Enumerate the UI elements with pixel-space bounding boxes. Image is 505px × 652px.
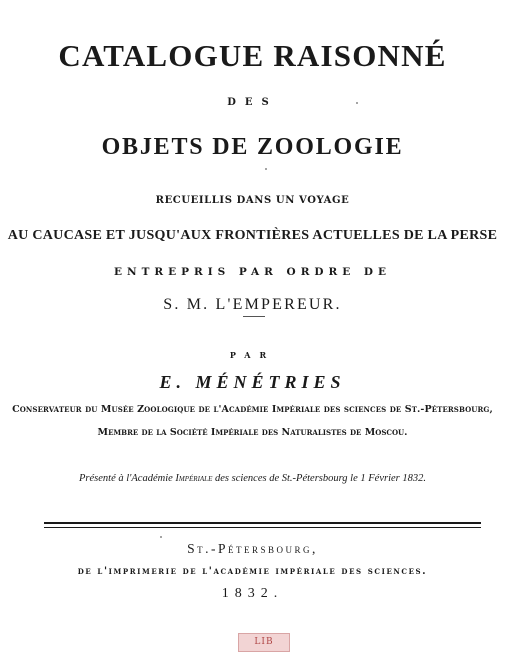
subtitle-line-1: RECUEILLIS DANS UN VOYAGE: [155, 195, 350, 206]
imprint-year: 1832.: [221, 586, 284, 601]
book-title: CATALOGUE RAISONNÉ: [58, 38, 447, 73]
presentation-note: [0, 473, 505, 484]
imprint-publisher: de l'imprimerie de l'académie impériale des sciences.: [77, 566, 428, 577]
imprint-city: St.-Pétersbourg,: [187, 541, 318, 556]
book-subtitle: OBJETS DE ZOOLOGIE: [101, 134, 404, 160]
connector-par: PAR: [229, 350, 276, 360]
author-title-2: Membre de la Société Impériale des Naturalistes de Moscou.: [97, 427, 408, 438]
presentation-note-part-2: Impériale: [175, 473, 213, 484]
library-stamp: [238, 633, 290, 652]
divider-thin: [44, 527, 481, 528]
library-stamp-text: LIB: [254, 637, 274, 647]
author-name: E. MÉNÉTRIES: [159, 372, 346, 392]
divider-thick: [44, 522, 481, 524]
author-title-1: Conservateur du Musée Zoologique de l'Académie Impériale des sciences de St.-Pétersbourg,: [12, 404, 493, 415]
presentation-note-part-3: des sciences de St.-Pétersbourg le 1 Février 1832.: [212, 473, 426, 484]
subtitle-line-3: ENTREPRIS PAR ORDRE DE: [113, 266, 392, 278]
paper-speck: [265, 168, 267, 170]
subtitle-line-4: S. M. L'EMPEREUR.: [163, 296, 342, 313]
presentation-note-part-1: Présenté à l'Académie: [79, 473, 176, 484]
short-divider: [243, 316, 265, 317]
paper-speck: [160, 536, 162, 538]
connector-des: DES: [227, 97, 278, 108]
paper-speck: [356, 102, 358, 104]
subtitle-line-2: AU CAUCASE ET JUSQU'AUX FRONTIÈRES ACTUELLES DE LA PERSE: [7, 228, 498, 243]
